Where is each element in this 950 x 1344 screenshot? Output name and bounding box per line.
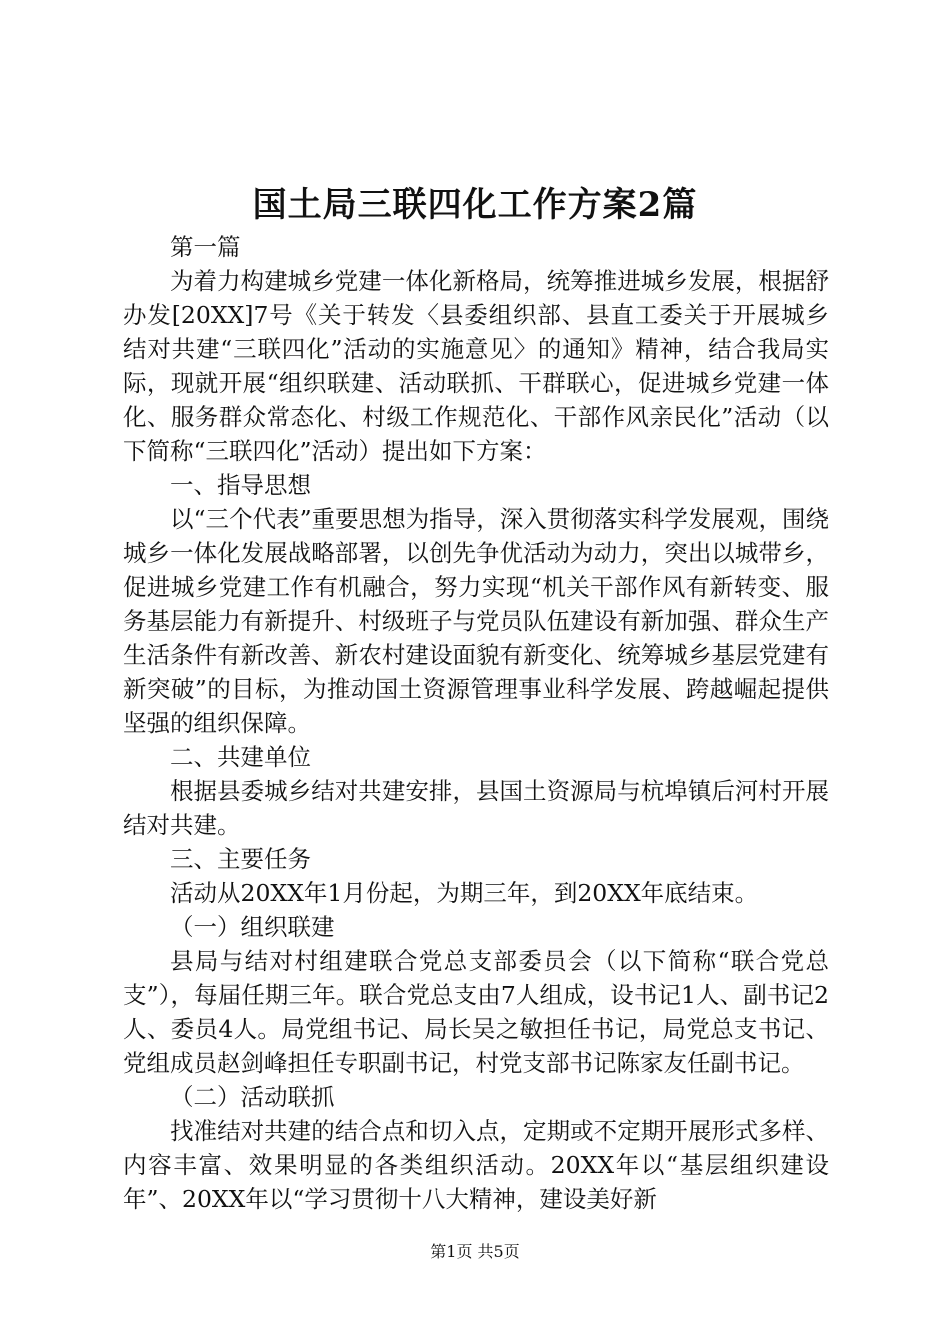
paragraph-guiding-ideology: 以“三个代表”重要思想为指导，深入贯彻落实科学发展观，围绕城乡一体化发展战略部署，以创先争优活动为动力，突出以城带乡，促进城乡党建工作有机融合，努力实现“机关干部作风有新转变、服务基层能力有新提升、村级班子与党员队伍建设有新加强、群众生产生活条件有新改善、新农村建设面貌有新变化、统筹城乡基层党建有新突破”的目标，为推动国土资源管理事业科学发展、跨越崛起提供坚强的组织保障。 <box>123 505 829 737</box>
paragraph-co-build-units: 根据县委城乡结对共建安排，县国土资源局与杭埠镇后河村开展结对共建。 <box>123 777 829 839</box>
subsection-heading-org-joint-building: （一）组织联建 <box>170 913 335 941</box>
paragraph-main-tasks: 活动从20XX年1月份起，为期三年，到20XX年底结束。 <box>170 879 759 907</box>
paragraph-org-joint-building: 县局与结对村组建联合党总支部委员会（以下简称“联合党总支”），每届任期三年。联合党总支由7人组成，设书记1人、副书记2人、委员4人。局党组书记、局长吴之敏担任书记，局党总支书记、党组成员赵剑峰担任专职副书记，村党支部书记陈家友任副书记。 <box>123 947 829 1077</box>
paragraph-part-heading: 第一篇 <box>170 233 241 261</box>
page-number-footer: 第1页 共5页 <box>430 1242 520 1261</box>
document-title: 国土局三联四化工作方案2篇 <box>252 185 698 225</box>
section-heading-guiding-ideology: 一、指导思想 <box>170 471 311 499</box>
section-heading-main-tasks: 三、主要任务 <box>170 845 311 873</box>
subsection-heading-activity-joint: （二）活动联抓 <box>170 1083 335 1111</box>
paragraph-intro: 为着力构建城乡党建一体化新格局，统筹推进城乡发展，根据舒办发[20XX]7号《关于转发〈县委组织部、县直工委关于开展城乡结对共建“三联四化”活动的实施意见〉的通知》精神，结合我局实际，现就开展“组织联建、活动联抓、干群联心，促进城乡党建一体化、服务群众常态化、村级工作规范化、干部作风亲民化”活动（以下简称“三联四化”活动）提出如下方案： <box>123 267 829 465</box>
paragraph-activity-joint: 找准结对共建的结合点和切入点，定期或不定期开展形式多样、内容丰富、效果明显的各类组织活动。20XX年以“基层组织建设年”、20XX年以“学习贯彻十八大精神，建设美好新 <box>123 1117 829 1213</box>
document-body <box>123 230 829 1216</box>
section-heading-co-build-units: 二、共建单位 <box>170 743 311 771</box>
